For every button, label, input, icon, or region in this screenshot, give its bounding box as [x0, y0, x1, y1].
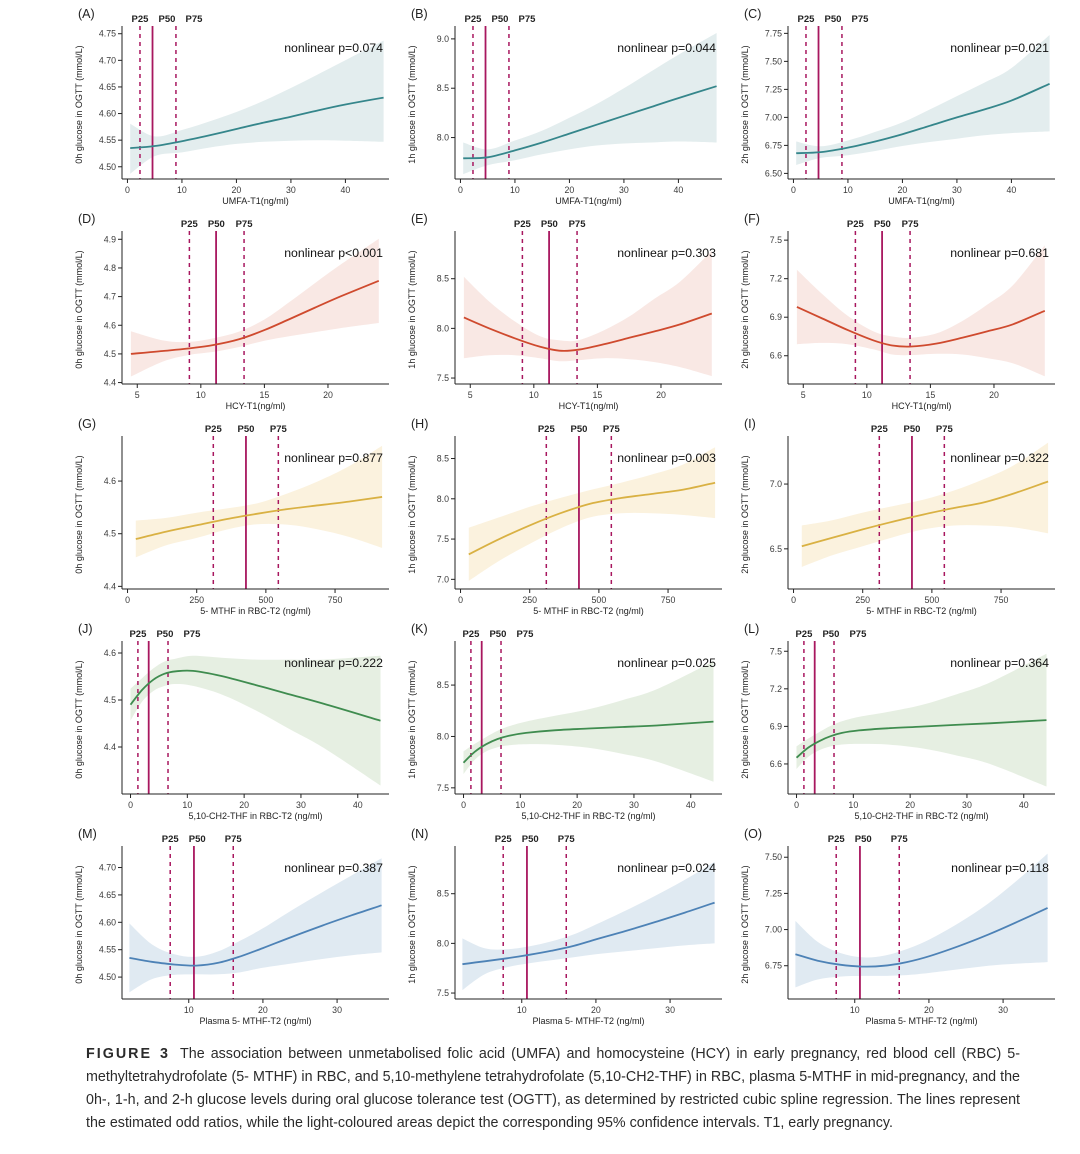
panel-C: [736, 4, 1069, 209]
nonlinear-p-annotation: nonlinear p=0.387: [284, 861, 383, 875]
y-tick-label: 8.5: [436, 453, 449, 464]
x-tick-label: 10: [515, 800, 526, 810]
nonlinear-p-annotation: nonlinear p=0.877: [284, 451, 383, 465]
y-tick-label: 4.65: [98, 889, 116, 900]
percentile-label-p75: P75: [568, 219, 586, 230]
y-tick-label: 6.75: [764, 140, 782, 151]
y-axis-title: 2h glucose in OGTT (mmol/L): [740, 45, 750, 164]
x-tick-label: 500: [258, 595, 274, 605]
percentile-label-p50: P50: [540, 219, 558, 230]
x-tick-label: 250: [855, 595, 871, 605]
y-axis-title: 0h glucose in OGTT (mmol/L): [74, 250, 84, 369]
y-tick-label: 8.0: [436, 938, 449, 949]
y-tick-label: 4.8: [103, 262, 116, 273]
x-tick-label: 0: [125, 595, 130, 605]
y-tick-label: 7.00: [764, 112, 782, 123]
y-axis-title: 2h glucose in OGTT (mmol/L): [740, 250, 750, 369]
panel-letter: (O): [744, 827, 763, 841]
x-tick-label: 10: [528, 390, 539, 400]
percentile-label-p50: P50: [521, 834, 539, 845]
percentile-label-p25: P25: [464, 14, 482, 25]
panel-I: [736, 414, 1069, 619]
x-axis-title: UMFA-T1(ng/ml): [555, 196, 622, 206]
panel-letter: (K): [411, 622, 428, 636]
panel-letter: (E): [411, 212, 428, 226]
panel-letter: (C): [744, 7, 762, 21]
y-tick-label: 8.0: [436, 323, 449, 334]
panel-letter: (N): [411, 827, 429, 841]
y-tick-label: 7.0: [769, 479, 782, 490]
spline-chart: [70, 824, 403, 1029]
nonlinear-p-annotation: nonlinear p=0.322: [950, 451, 1049, 465]
confidence-band: [129, 858, 381, 992]
y-tick-label: 7.0: [436, 574, 449, 585]
panel-letter: (A): [78, 7, 95, 21]
y-tick-label: 4.7: [103, 291, 116, 302]
percentile-label-p50: P50: [156, 629, 174, 640]
spline-chart: [403, 414, 736, 619]
y-tick-label: 7.2: [769, 683, 782, 694]
percentile-label-p25: P25: [462, 629, 480, 640]
x-tick-label: 30: [952, 185, 962, 195]
y-tick-label: 4.65: [98, 81, 116, 92]
x-tick-label: 20: [239, 800, 250, 810]
nonlinear-p-annotation: nonlinear p=0.364: [950, 656, 1049, 670]
spline-chart: [70, 209, 403, 414]
nonlinear-p-annotation: nonlinear p<0.001: [284, 246, 383, 260]
y-tick-label: 6.6: [769, 758, 782, 769]
y-tick-label: 4.60: [98, 917, 116, 928]
nonlinear-p-annotation: nonlinear p=0.074: [284, 41, 383, 55]
x-tick-label: 20: [897, 185, 908, 195]
x-tick-label: 10: [183, 1005, 194, 1015]
percentile-label-p75: P75: [901, 219, 919, 230]
y-tick-label: 6.6: [769, 350, 782, 361]
x-tick-label: 5: [467, 390, 473, 400]
spline-chart: [403, 619, 736, 824]
panel-letter: (H): [411, 417, 429, 431]
y-tick-label: 7.5: [769, 646, 782, 657]
nonlinear-p-annotation: nonlinear p=0.222: [284, 656, 383, 670]
x-tick-label: 0: [790, 185, 796, 195]
y-axis-title: 2h glucose in OGTT (mmol/L): [740, 455, 750, 574]
percentile-label-p50: P50: [188, 834, 206, 845]
y-tick-label: 7.5: [436, 373, 449, 384]
x-tick-label: 30: [619, 185, 629, 195]
y-tick-label: 4.6: [103, 476, 116, 487]
panel-G: [70, 414, 403, 619]
x-tick-label: 5: [134, 390, 140, 400]
percentile-label-p75: P75: [602, 424, 620, 435]
panel-H: [403, 414, 736, 619]
x-tick-label: 500: [924, 595, 940, 605]
x-tick-label: 10: [182, 800, 193, 810]
percentile-label-p25: P25: [161, 834, 179, 845]
x-tick-label: 750: [327, 595, 343, 605]
y-tick-label: 8.0: [436, 731, 449, 742]
confidence-band: [462, 862, 714, 990]
spline-chart: [403, 824, 736, 1029]
x-tick-label: 20: [564, 185, 575, 195]
panel-J: [70, 619, 403, 824]
spline-panel-grid: [70, 4, 1069, 1029]
x-axis-title: Plasma 5- MTHF-T2 (ng/ml): [199, 1016, 312, 1026]
x-axis-title: 5,10-CH2-THF in RBC-T2 (ng/ml): [188, 811, 323, 821]
percentile-label-p50: P50: [237, 424, 255, 435]
x-tick-label: 30: [665, 1005, 675, 1015]
y-tick-label: 7.75: [764, 28, 782, 39]
y-tick-label: 4.60: [98, 108, 116, 119]
percentile-label-p50: P50: [854, 834, 872, 845]
x-tick-label: 750: [993, 595, 1009, 605]
percentile-label-p25: P25: [494, 834, 512, 845]
x-tick-label: 250: [189, 595, 205, 605]
spline-chart: [403, 209, 736, 414]
x-tick-label: 5: [800, 390, 806, 400]
nonlinear-p-annotation: nonlinear p=0.118: [951, 861, 1049, 875]
percentile-label-p25: P25: [180, 219, 198, 230]
x-axis-title: 5- MTHF in RBC-T2 (ng/ml): [533, 606, 644, 616]
spline-chart: [736, 4, 1069, 209]
panel-letter: (G): [78, 417, 97, 431]
y-tick-label: 6.75: [764, 960, 782, 971]
percentile-label-p50: P50: [873, 219, 891, 230]
x-tick-label: 10: [510, 185, 520, 195]
x-tick-label: 30: [332, 1005, 342, 1015]
x-tick-label: 20: [231, 185, 242, 195]
panel-letter: (I): [744, 417, 756, 431]
percentile-label-p75: P75: [557, 834, 575, 845]
y-tick-label: 8.0: [436, 493, 449, 504]
y-tick-label: 7.25: [764, 888, 782, 899]
y-tick-label: 8.5: [436, 680, 449, 691]
percentile-label-p25: P25: [204, 424, 222, 435]
percentile-label-p50: P50: [822, 629, 840, 640]
x-tick-label: 40: [352, 800, 363, 810]
x-tick-label: 20: [591, 1005, 601, 1015]
confidence-band: [469, 447, 715, 581]
x-axis-title: 5- MTHF in RBC-T2 (ng/ml): [866, 606, 977, 616]
percentile-label-p50: P50: [489, 629, 507, 640]
y-tick-label: 4.4: [103, 377, 116, 388]
percentile-label-p25: P25: [870, 424, 888, 435]
percentile-label-p50: P50: [207, 219, 225, 230]
x-tick-label: 750: [660, 595, 676, 605]
panel-D: [70, 209, 403, 414]
y-tick-label: 4.9: [103, 234, 116, 245]
percentile-label-p25: P25: [797, 14, 815, 25]
y-axis-title: 1h glucose in OGTT (mmol/L): [407, 45, 417, 164]
x-tick-label: 40: [1006, 185, 1017, 195]
x-tick-label: 40: [685, 800, 696, 810]
percentile-label-p75: P75: [516, 629, 534, 640]
y-tick-label: 4.50: [98, 972, 116, 983]
x-axis-title: 5,10-CH2-THF in RBC-T2 (ng/ml): [521, 811, 656, 821]
y-tick-label: 8.0: [436, 132, 449, 143]
y-axis-title: 0h glucose in OGTT (mmol/L): [74, 45, 84, 164]
x-tick-label: 20: [258, 1005, 268, 1015]
confidence-band: [130, 41, 383, 174]
y-tick-label: 4.6: [103, 647, 116, 658]
nonlinear-p-annotation: nonlinear p=0.025: [617, 656, 716, 670]
x-tick-label: 10: [861, 390, 872, 400]
percentile-label-p75: P75: [235, 219, 253, 230]
y-axis-title: 1h glucose in OGTT (mmol/L): [407, 865, 417, 984]
spline-chart: [70, 619, 403, 824]
x-tick-label: 30: [962, 800, 972, 810]
y-tick-label: 4.4: [103, 581, 116, 592]
panel-O: [736, 824, 1069, 1029]
x-tick-label: 10: [195, 390, 206, 400]
percentile-label-p50: P50: [903, 424, 921, 435]
percentile-label-p25: P25: [846, 219, 864, 230]
x-tick-label: 10: [843, 185, 853, 195]
x-axis-title: UMFA-T1(ng/ml): [888, 196, 955, 206]
x-tick-label: 0: [458, 595, 463, 605]
y-tick-label: 4.55: [98, 944, 116, 955]
y-tick-label: 7.5: [436, 534, 449, 545]
x-tick-label: 15: [925, 390, 936, 400]
x-tick-label: 10: [849, 1005, 860, 1015]
spline-chart: [403, 4, 736, 209]
panel-letter: (M): [78, 827, 97, 841]
spline-chart: [736, 619, 1069, 824]
x-tick-label: 0: [128, 800, 133, 810]
panel-letter: (B): [411, 7, 428, 21]
panel-B: [403, 4, 736, 209]
x-axis-title: UMFA-T1(ng/ml): [222, 196, 289, 206]
x-axis-title: Plasma 5- MTHF-T2 (ng/ml): [532, 1016, 645, 1026]
percentile-label-p50: P50: [570, 424, 588, 435]
x-tick-label: 0: [124, 185, 130, 195]
panel-A: [70, 4, 403, 209]
percentile-label-p75: P75: [890, 834, 908, 845]
x-tick-label: 0: [457, 185, 463, 195]
x-tick-label: 15: [259, 390, 270, 400]
y-tick-label: 8.5: [436, 83, 449, 94]
percentile-label-p75: P75: [269, 424, 287, 435]
y-tick-label: 4.50: [98, 161, 116, 172]
spline-chart: [736, 824, 1069, 1029]
panel-letter: (F): [744, 212, 760, 226]
y-tick-label: 7.2: [769, 273, 782, 284]
x-axis-title: 5,10-CH2-THF in RBC-T2 (ng/ml): [854, 811, 989, 821]
nonlinear-p-annotation: nonlinear p=0.681: [950, 246, 1049, 260]
percentile-label-p25: P25: [129, 629, 147, 640]
y-axis-title: 1h glucose in OGTT (mmol/L): [407, 660, 417, 779]
x-tick-label: 30: [629, 800, 639, 810]
x-tick-label: 30: [998, 1005, 1008, 1015]
x-tick-label: 30: [296, 800, 306, 810]
percentile-label-p25: P25: [131, 14, 149, 25]
x-tick-label: 10: [177, 185, 187, 195]
x-tick-label: 20: [323, 390, 333, 400]
percentile-label-p25: P25: [537, 424, 555, 435]
percentile-label-p75: P75: [185, 14, 203, 25]
y-tick-label: 8.5: [436, 888, 449, 899]
x-tick-label: 0: [461, 800, 466, 810]
x-tick-label: 20: [905, 800, 916, 810]
y-axis-title: 0h glucose in OGTT (mmol/L): [74, 660, 84, 779]
y-tick-label: 6.50: [764, 168, 782, 179]
x-axis-title: Plasma 5- MTHF-T2 (ng/ml): [865, 1016, 978, 1026]
figure-caption-text: The association between unmetabolised folic acid (UMFA) and homocysteine (HCY) in early pregnancy, red blood cell (RBC) 5- methyltetrahydrofolate (5- MTHF) in RBC, and 5,10-methylene tetrahydrofolate (5,10-CH2-THF) in RBC, plasma 5-MTHF in mid-pregnancy, and the 0h-, 1-h, and 2-h glucose levels during oral glucose tolerance test (OGTT), as determined by restricted cubic spline regression. The lines represent the estimated odd ratios, while the light-coloured areas depict the corresponding 95% confidence intervals. T1, early pregnancy.: [86, 1046, 1021, 1132]
x-tick-label: 20: [656, 390, 666, 400]
spline-chart: [736, 414, 1069, 619]
y-axis-title: 0h glucose in OGTT (mmol/L): [74, 865, 84, 984]
nonlinear-p-annotation: nonlinear p=0.021: [950, 41, 1049, 55]
y-tick-label: 7.5: [436, 782, 449, 793]
panel-N: [403, 824, 736, 1029]
percentile-label-p75: P75: [935, 424, 953, 435]
y-tick-label: 9.0: [436, 33, 449, 44]
y-tick-label: 6.9: [769, 312, 782, 323]
y-axis-title: 0h glucose in OGTT (mmol/L): [74, 455, 84, 574]
x-tick-label: 40: [340, 185, 351, 195]
panel-E: [403, 209, 736, 414]
y-tick-label: 7.00: [764, 924, 782, 935]
percentile-label-p75: P75: [849, 629, 867, 640]
x-tick-label: 0: [794, 800, 799, 810]
x-tick-label: 30: [286, 185, 296, 195]
y-tick-label: 6.9: [769, 721, 782, 732]
x-tick-label: 15: [592, 390, 603, 400]
figure-caption-label: FIGURE 3: [86, 1046, 171, 1062]
x-axis-title: HCY-T1(ng/ml): [225, 401, 286, 411]
y-axis-title: 2h glucose in OGTT (mmol/L): [740, 660, 750, 779]
x-axis-title: HCY-T1(ng/ml): [891, 401, 952, 411]
panel-letter: (D): [78, 212, 96, 226]
y-tick-label: 4.5: [103, 528, 116, 539]
y-tick-label: 6.5: [769, 543, 782, 554]
percentile-label-p50: P50: [824, 14, 842, 25]
percentile-label-p25: P25: [795, 629, 813, 640]
x-tick-label: 500: [591, 595, 607, 605]
percentile-label-p50: P50: [491, 14, 509, 25]
y-axis-title: 1h glucose in OGTT (mmol/L): [407, 250, 417, 369]
y-tick-label: 7.25: [764, 84, 782, 95]
x-axis-title: HCY-T1(ng/ml): [558, 401, 619, 411]
y-axis-title: 2h glucose in OGTT (mmol/L): [740, 865, 750, 984]
nonlinear-p-annotation: nonlinear p=0.003: [617, 451, 716, 465]
y-tick-label: 8.5: [436, 273, 449, 284]
x-tick-label: 20: [989, 390, 999, 400]
percentile-label-p50: P50: [158, 14, 176, 25]
panel-F: [736, 209, 1069, 414]
x-tick-label: 10: [848, 800, 859, 810]
confidence-band: [797, 245, 1045, 376]
percentile-label-p25: P25: [827, 834, 845, 845]
panel-letter: (L): [744, 622, 760, 636]
percentile-label-p75: P75: [224, 834, 242, 845]
x-tick-label: 20: [572, 800, 583, 810]
panel-M: [70, 824, 403, 1029]
y-tick-label: 7.5: [769, 235, 782, 246]
x-tick-label: 20: [924, 1005, 934, 1015]
x-tick-label: 250: [522, 595, 538, 605]
nonlinear-p-annotation: nonlinear p=0.024: [617, 861, 716, 875]
x-tick-label: 40: [673, 185, 684, 195]
nonlinear-p-annotation: nonlinear p=0.303: [617, 246, 716, 260]
panel-L: [736, 619, 1069, 824]
percentile-label-p25: P25: [513, 219, 531, 230]
x-tick-label: 40: [1018, 800, 1029, 810]
nonlinear-p-annotation: nonlinear p=0.044: [617, 41, 716, 55]
x-axis-title: 5- MTHF in RBC-T2 (ng/ml): [200, 606, 311, 616]
y-tick-label: 7.5: [436, 988, 449, 999]
y-axis-title: 1h glucose in OGTT (mmol/L): [407, 455, 417, 574]
confidence-band: [464, 251, 712, 376]
percentile-label-p75: P75: [518, 14, 536, 25]
y-tick-label: 4.55: [98, 135, 116, 146]
panel-letter: (J): [78, 622, 93, 636]
x-tick-label: 10: [516, 1005, 527, 1015]
percentile-label-p75: P75: [183, 629, 201, 640]
figure-caption: [86, 1043, 1020, 1136]
x-tick-label: 0: [791, 595, 796, 605]
spline-chart: [736, 209, 1069, 414]
panel-K: [403, 619, 736, 824]
y-tick-label: 4.5: [103, 348, 116, 359]
spline-chart: [70, 4, 403, 209]
y-tick-label: 4.70: [98, 862, 116, 873]
y-tick-label: 7.50: [764, 852, 782, 863]
y-tick-label: 4.75: [98, 28, 116, 39]
y-tick-label: 4.5: [103, 694, 116, 705]
spline-chart: [70, 414, 403, 619]
y-tick-label: 4.4: [103, 741, 116, 752]
y-tick-label: 7.50: [764, 56, 782, 67]
y-tick-label: 4.70: [98, 55, 116, 66]
percentile-label-p75: P75: [851, 14, 869, 25]
y-tick-label: 4.6: [103, 320, 116, 331]
